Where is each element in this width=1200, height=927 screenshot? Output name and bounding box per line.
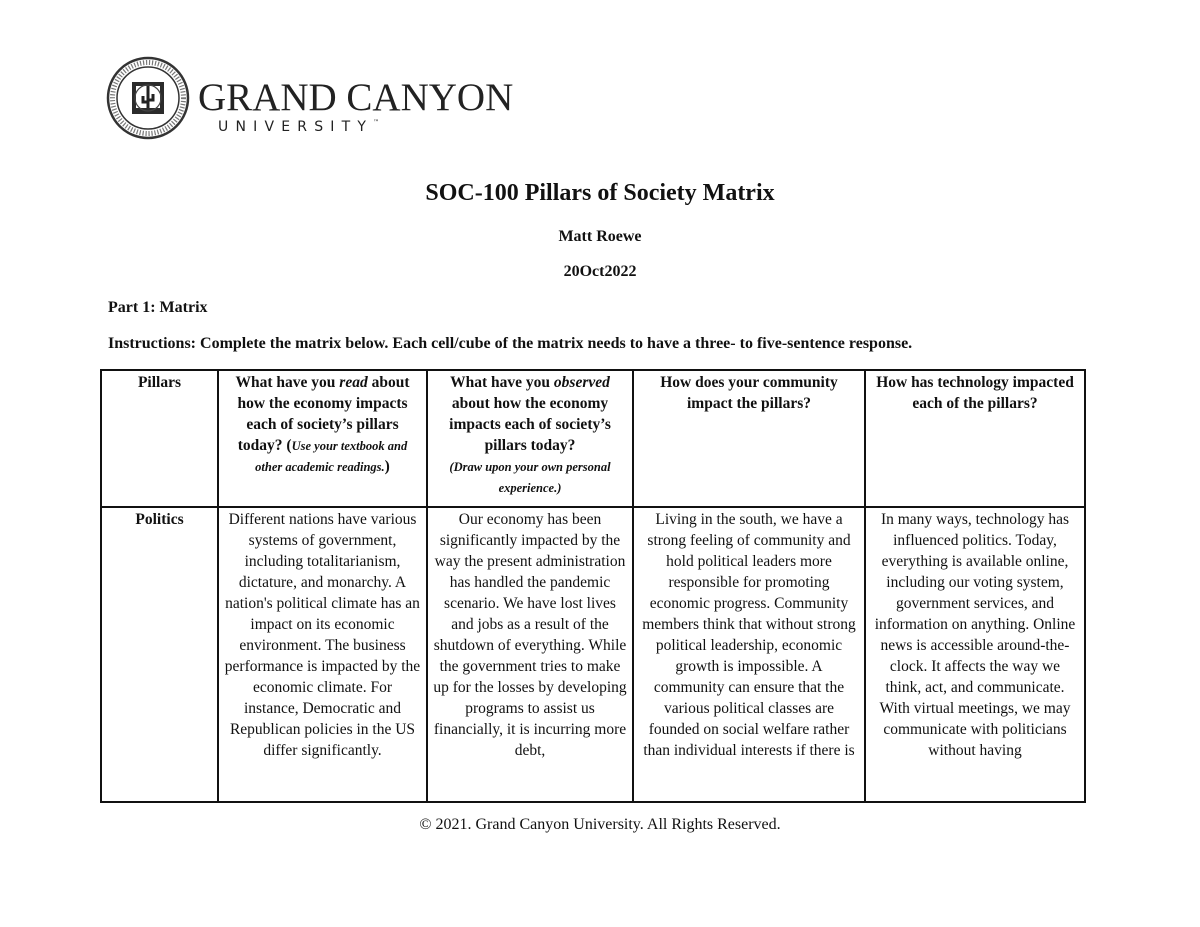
pillar-label: Politics bbox=[101, 507, 218, 802]
header-observed-hint: (Draw upon your own personal experience.) bbox=[449, 460, 611, 495]
pillars-matrix-table bbox=[100, 369, 1086, 803]
cell-technology: In many ways, technology has influenced politics. Today, everything is available online, including our voting system, government services, and information on anything. Online news is accessible around-the-clock. It affects the way we think, act, and communicate. With virtual meetings, we may communicate with politicians without having bbox=[865, 507, 1085, 802]
header-observed: What have you observed about how the economy impacts each of society’s pillars today? (Draw upon your own personal experience.) bbox=[427, 370, 633, 507]
header-technology: How has technology impacted each of the pillars? bbox=[865, 370, 1085, 507]
header-read-hint: Use your textbook and other academic readings. bbox=[255, 439, 408, 474]
section-heading: Part 1: Matrix bbox=[108, 299, 208, 316]
gcu-logo bbox=[106, 56, 514, 144]
copyright-footer: © 2021. Grand Canyon University. All Rights Reserved. bbox=[419, 816, 781, 833]
cell-community: Living in the south, we have a strong feeling of community and hold political leaders more responsible for promoting economic progress. Community members think that without strong political leadership, economic growth is impossible. A community can ensure that the various political classes are founded on social welfare rather than individual interests if there is bbox=[633, 507, 865, 802]
wordmark-grand-canyon: GRAND CANYON bbox=[198, 76, 514, 119]
header-pillars: Pillars bbox=[101, 370, 218, 507]
cell-read: Different nations have various systems of government, including totalitarianism, dictature, and monarchy. A nation's political climate has an impact on its economic environment. The business performance is impacted by the economic climate. For instance, Democratic and Republican policies in the US differ significantly. bbox=[218, 507, 427, 802]
cell-observed: Our economy has been significantly impacted by the way the present administration has handled the pandemic scenario. We have lost lives and jobs as a result of the shutdown of everything. While the government tries to make up for the losses by developing programs to assist us financially, it is incurring more debt, bbox=[427, 507, 633, 802]
trademark-symbol: ™ bbox=[373, 119, 380, 126]
document-title: SOC-100 Pillars of Society Matrix bbox=[425, 180, 775, 206]
wordmark-university: UNIVERSITY™ bbox=[218, 119, 380, 135]
table-header-row bbox=[101, 370, 1085, 507]
instructions-text: Instructions: Complete the matrix below. Each cell/cube of the matrix needs to have a three- to five-sentence response. bbox=[108, 335, 913, 352]
header-community: How does your community impact the pillars? bbox=[633, 370, 865, 507]
table-row-politics bbox=[101, 507, 1085, 802]
document-date: 20Oct2022 bbox=[563, 263, 637, 280]
university-seal-icon bbox=[106, 56, 190, 140]
header-read: What have you read about how the economy impacts each of society’s pillars today? (Use your textbook and other academic readings.) bbox=[218, 370, 427, 507]
author-name: Matt Roewe bbox=[558, 228, 642, 245]
